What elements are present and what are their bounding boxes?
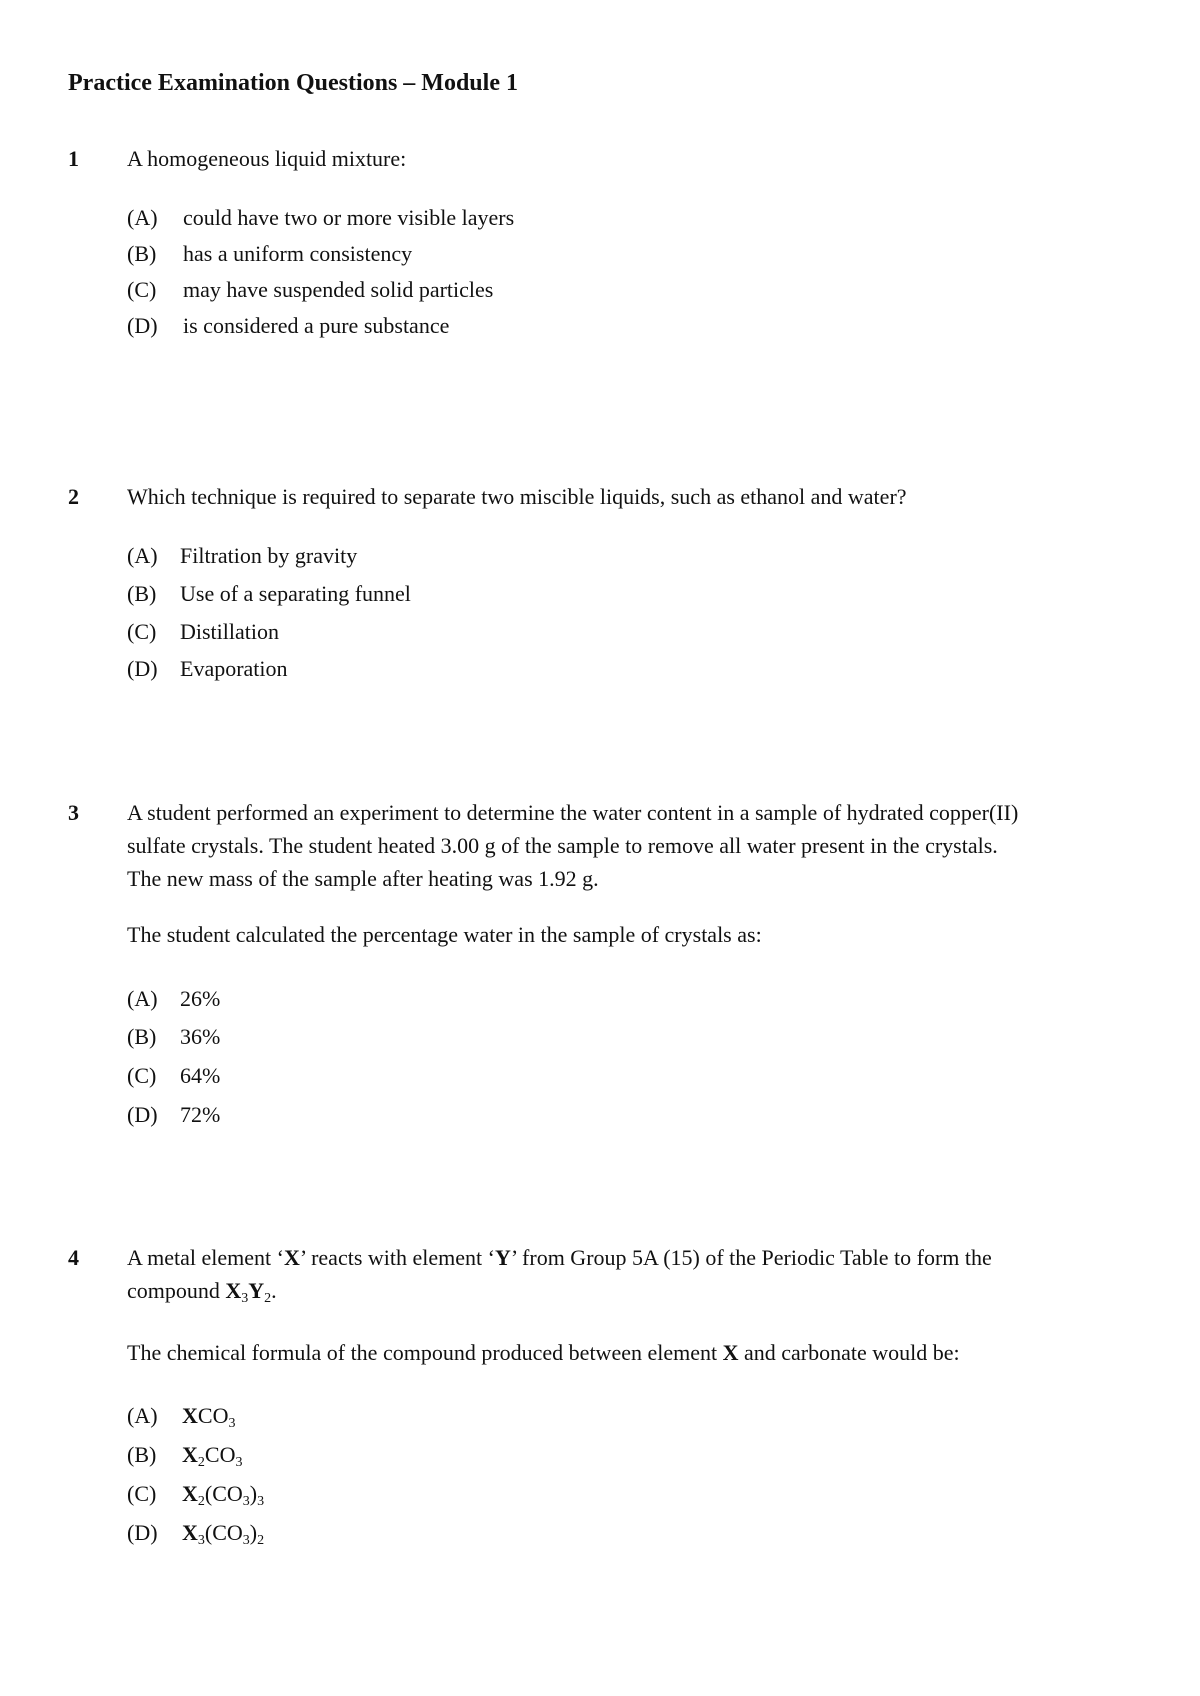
- option-c: [127, 619, 279, 645]
- option-text: $XCO_3$: [182, 1403, 236, 1431]
- question-number: 2: [68, 484, 79, 509]
- question-prompt: The chemical formula of the compound produced between element X and carbonate would be:: [127, 1340, 960, 1365]
- question-stem: A homogeneous liquid mixture:: [127, 146, 407, 171]
- option-a: [127, 1403, 235, 1429]
- option-letter: (A): [127, 986, 158, 1011]
- question-stem: [127, 1241, 1187, 1307]
- option-letter: (C): [127, 619, 157, 644]
- stem-line: A student performed an experiment to determine the water content in a sample of hydrated copper(II): [127, 800, 1019, 825]
- option-letter: (A): [127, 1403, 158, 1428]
- option-letter: (D): [127, 1520, 158, 1545]
- option-text: may have suspended solid particles: [183, 277, 494, 302]
- stem-line: compound $X_3Y_2$.: [127, 1278, 277, 1306]
- option-text: $X_2(CO_3)_3$: [182, 1481, 265, 1509]
- option-d: [127, 1102, 220, 1128]
- option-letter: (D): [127, 1102, 158, 1127]
- stem-line: sulfate crystals. The student heated 3.00 g of the sample to remove all water present in the crystals.: [127, 833, 998, 858]
- option-text: $X_2CO_3$: [182, 1442, 243, 1470]
- option-d: [127, 1520, 264, 1546]
- stem-line: The new mass of the sample after heating was 1.92 g.: [127, 866, 599, 891]
- option-a: [127, 986, 220, 1012]
- option-b: [127, 1442, 242, 1468]
- option-letter: (B): [127, 1442, 157, 1467]
- option-letter: (D): [127, 313, 158, 338]
- option-letter: (C): [127, 277, 157, 302]
- option-a: [127, 543, 357, 569]
- option-letter: (B): [127, 581, 157, 606]
- question-stem: Which technique is required to separate two miscible liquids, such as ethanol and water?: [127, 484, 907, 509]
- option-letter: (B): [127, 1024, 157, 1049]
- question-number: 4: [68, 1245, 79, 1270]
- option-c: [127, 1063, 220, 1089]
- option-text: 72%: [180, 1102, 221, 1127]
- option-text: 64%: [180, 1063, 221, 1088]
- option-c: [127, 277, 493, 303]
- option-letter: (C): [127, 1063, 157, 1088]
- page-title: Practice Examination Questions – Module 1: [68, 70, 518, 96]
- question-prompt: The student calculated the percentage water in the sample of crystals as:: [127, 922, 762, 947]
- option-b: [127, 581, 411, 607]
- option-a: [127, 205, 514, 231]
- stem-line: A metal element ‘X’ reacts with element ‘Y’ from Group 5A (15) of the Periodic Table to form the: [127, 1245, 992, 1270]
- option-b: [127, 1024, 220, 1050]
- option-text: Filtration by gravity: [180, 543, 358, 568]
- option-text: Use of a separating funnel: [180, 581, 411, 606]
- option-b: [127, 241, 412, 267]
- option-text: Distillation: [180, 619, 279, 644]
- question-stem: [127, 796, 1187, 895]
- option-text: has a uniform consistency: [183, 241, 413, 266]
- question-number: 1: [68, 146, 79, 171]
- option-d: [127, 656, 288, 682]
- option-text: Evaporation: [180, 656, 288, 681]
- option-text: is considered a pure substance: [183, 313, 450, 338]
- option-letter: (C): [127, 1481, 157, 1506]
- option-letter: (A): [127, 543, 158, 568]
- option-text: could have two or more visible layers: [183, 205, 515, 230]
- option-c: [127, 1481, 264, 1507]
- option-text: 36%: [180, 1024, 221, 1049]
- option-d: [127, 313, 449, 339]
- option-text: 26%: [180, 986, 221, 1011]
- option-letter: (A): [127, 205, 158, 230]
- option-text: $X_3(CO_3)_2$: [182, 1520, 265, 1548]
- question-number: 3: [68, 800, 79, 825]
- option-letter: (B): [127, 241, 157, 266]
- option-letter: (D): [127, 656, 158, 681]
